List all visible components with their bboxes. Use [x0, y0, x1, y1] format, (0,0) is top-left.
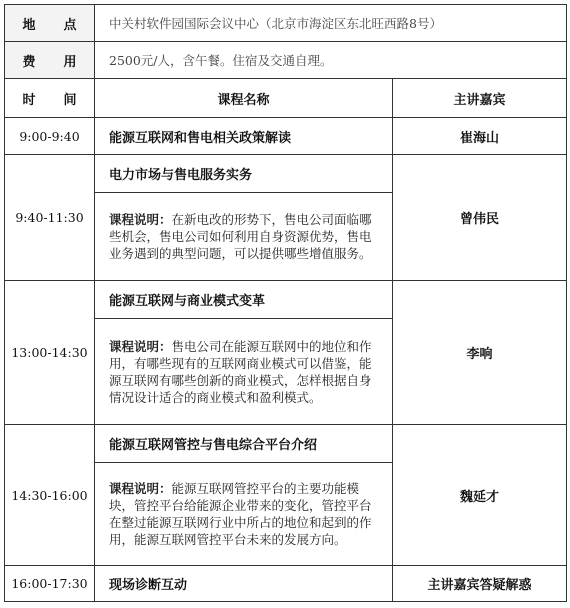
session-time: 13:00-14:30 [5, 280, 95, 424]
location-label: 地 点 [5, 5, 95, 42]
session-row [5, 155, 567, 192]
session-speaker: 李响 [393, 280, 567, 424]
session-title: 能源互联网和售电相关政策解读 [95, 118, 393, 155]
session-speaker: 魏延才 [393, 425, 567, 565]
session-time: 9:40-11:30 [5, 155, 95, 280]
session-time: 9:00-9:40 [5, 118, 95, 155]
session-description: 课程说明：售电公司在能源互联网中的地位和作用，有哪些现有的互联网商业模式可以借鉴，能源互联网有哪些创新的商业模式，怎样根据自身情况设计适合的商业模式和盈利模式。 [95, 318, 393, 424]
session-description: 课程说明：在新电改的形势下，售电公司面临哪些机会，售电公司如何利用自身资源优势，售电业务遇到的典型问题，可以提供哪些增值服务。 [95, 192, 393, 280]
session-title: 现场诊断互动 [95, 565, 393, 601]
session-time: 14:30-16:00 [5, 425, 95, 565]
session-description: 课程说明：能源互联网管控平台的主要功能模块，管控平台给能源企业带来的变化，管控平台在整过能源互联网行业中所占的地位和起到的作用，能源互联网管控平台未来的发展方向。 [95, 463, 393, 565]
session-row [5, 565, 567, 601]
speaker-header: 主讲嘉宾 [393, 79, 567, 118]
session-time: 16:00-17:30 [5, 565, 95, 601]
fee-row [5, 42, 567, 79]
session-title: 能源互联网与商业模式变革 [95, 280, 393, 318]
header-row [5, 79, 567, 118]
desc-prefix: 课程说明： [109, 211, 172, 227]
desc-prefix: 课程说明： [109, 338, 172, 354]
session-row [5, 280, 567, 318]
session-title: 能源互联网管控与售电综合平台介绍 [95, 425, 393, 463]
fee-value: 2500元/人，含午餐。住宿及交通自理。 [95, 42, 567, 79]
time-header: 时 间 [5, 79, 95, 118]
session-row [5, 118, 567, 155]
location-value: 中关村软件园国际会议中心（北京市海淀区东北旺西路8号） [95, 5, 567, 42]
desc-prefix: 课程说明： [109, 481, 172, 497]
session-title: 电力市场与售电服务实务 [95, 155, 393, 192]
session-speaker: 主讲嘉宾答疑解惑 [393, 565, 567, 601]
fee-label: 费 用 [5, 42, 95, 79]
location-row [5, 5, 567, 42]
session-speaker: 曾伟民 [393, 155, 567, 280]
schedule-table [4, 4, 567, 602]
session-speaker: 崔海山 [393, 118, 567, 155]
session-row [5, 425, 567, 463]
course-header: 课程名称 [95, 79, 393, 118]
